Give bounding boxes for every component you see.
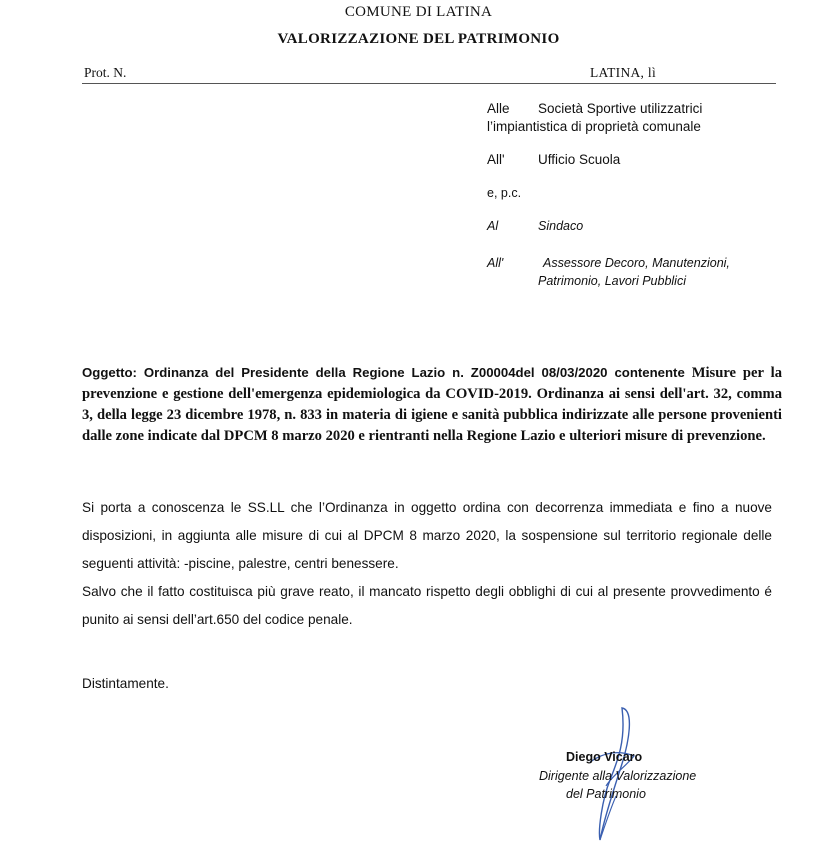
addressee-line: Assessore Decoro, Manutenzioni, [543,256,730,270]
addressee-prefix: All' [487,152,505,167]
body-text [82,494,772,634]
office-heading: VALORIZZAZIONE DEL PATRIMONIO [277,31,560,47]
protocol-number-label: Prot. N. [84,65,127,80]
addressee-prefix: Al [487,219,499,233]
addressee-line: Società Sportive utilizzatrici [538,101,703,116]
body-paragraph: Salvo che il fatto costituisca più grave reato, il mancato rispetto degli obblighi di cui al presente provvedimento é punito ai sensi dell’art.650 del codice penale. [82,584,772,627]
signatory-title: del Patrimonio [566,787,646,801]
subject-lead: Oggetto: Ordinanza del Presidente della Regione Lazio n. Z00004del 08/03/2020 contenente [82,365,685,380]
municipality-heading: COMUNE DI LATINA [344,4,493,20]
body-paragraph: Si porta a conoscenza le SS.LL che l’Ordinanza in oggetto ordina con decorrenza immediata e fino a nuove disposizioni, in aggiunta alle misure di cui al DPCM 8 marzo 2020, la sospensione sul territorio regionale delle seguenti attività: -piscine, palestre, centri benessere. [82,500,772,571]
addressee-prefix: Alle [487,101,510,116]
addressee-line: l’impiantistica di proprietà comunale [487,119,701,134]
cc-label: e, p.c. [487,186,522,200]
closing-salutation: Distintamente. [82,676,169,691]
signatory-title: Dirigente alla Valorizzazione [539,769,697,783]
addressee-line: Ufficio Scuola [538,152,621,167]
subject-rest: Misure per la prevenzione e gestione dell'emergenza epidemiologica da COVID-2019. Ordinanza ai sensi dell'art. 32, comma 3, della legge 23 dicembre 1978, n. 833 in materia di igiene e sanità pubblica indirizzate alle persone provenienti dalle zone indicate dal DPCM 8 marzo 2020 e rientranti nella Regione Lazio e ulteriori misure di prevenzione. [82,365,782,444]
addressee-prefix: All' [487,256,504,270]
header-divider [82,83,776,84]
addressee-line: Sindaco [538,219,584,233]
signatory-name: Diego Vicaro [566,750,643,764]
subject-paragraph [82,362,782,447]
place-date-label: LATINA, lì [590,65,656,80]
addressee-line: Patrimonio, Lavori Pubblici [538,274,686,288]
